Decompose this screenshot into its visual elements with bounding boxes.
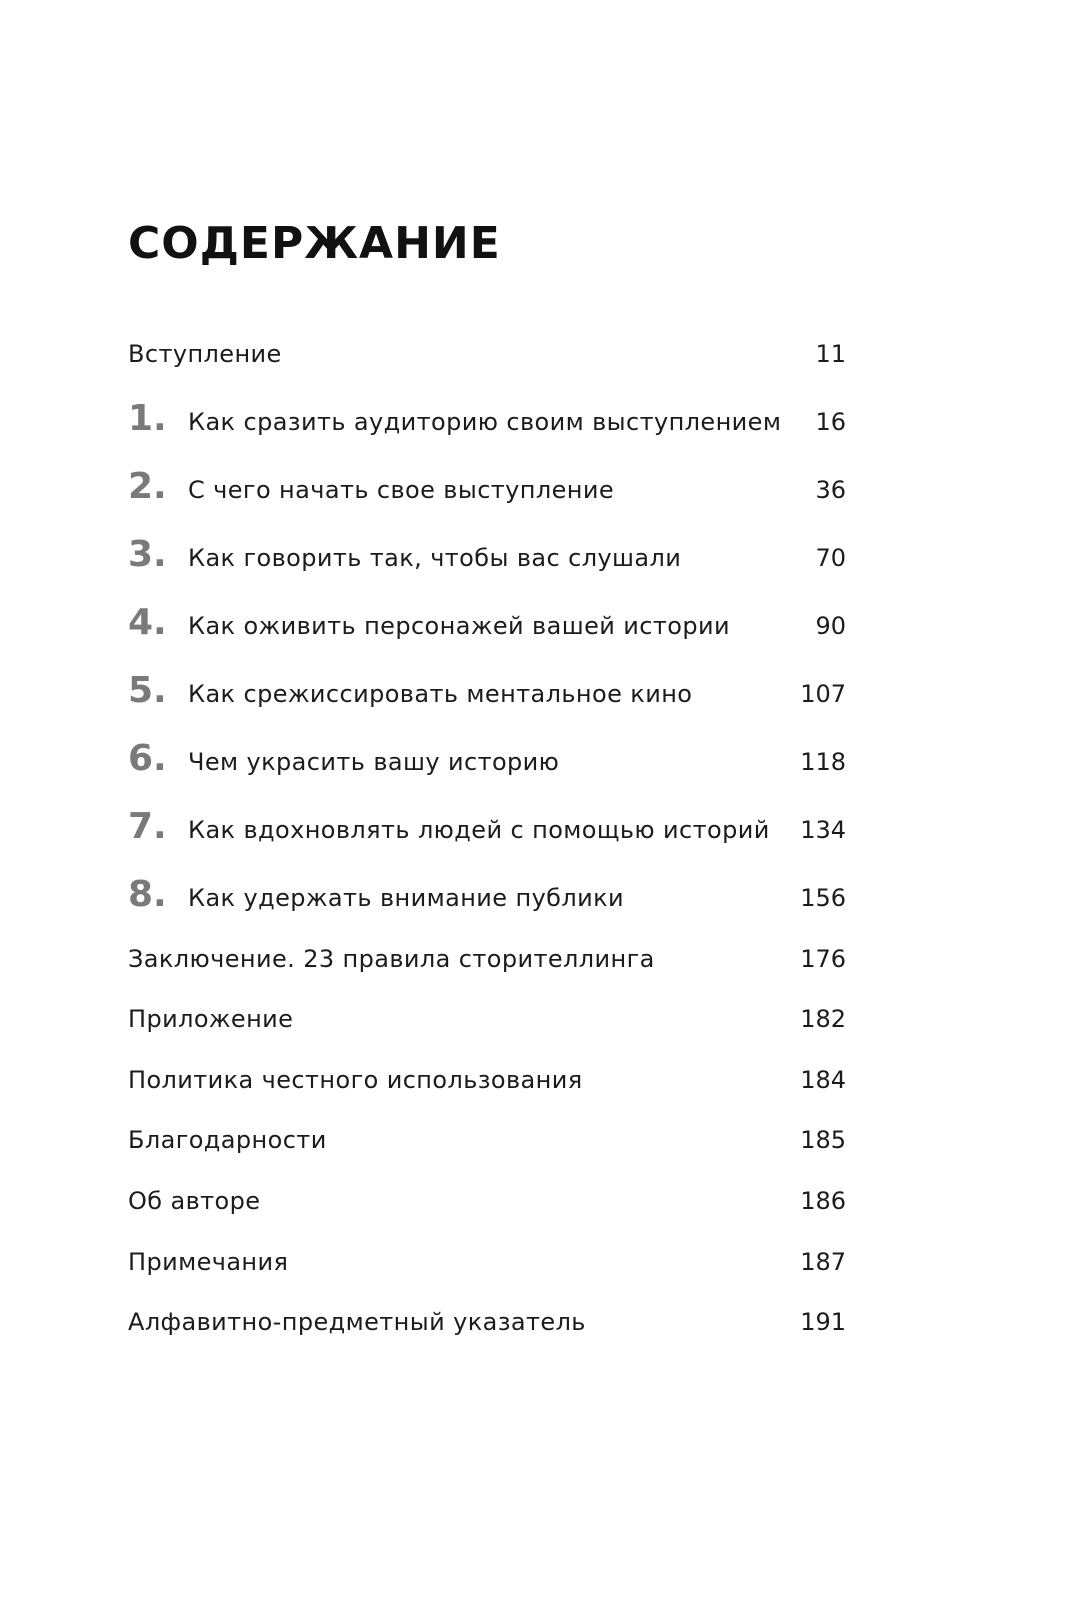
toc-entry-page: 184 [800,1066,846,1094]
toc-entry-page: 156 [800,884,846,912]
toc-entry-label: Об авторе [128,1187,261,1215]
toc-entry-chapter-3[interactable] [128,534,846,578]
toc-entry-page: 70 [815,544,846,572]
toc-entry-label: Вступление [128,340,282,368]
toc-entry-about-author[interactable] [128,1181,846,1221]
toc-entry-label: Как сразить аудиторию своим выступлением [188,408,782,436]
toc-entry-page: 11 [815,340,846,368]
toc-entry-page: 186 [800,1187,846,1215]
toc-entry-fair-use-policy[interactable] [128,1060,846,1100]
toc-entry-label: Как вдохновлять людей с помощью историй [188,816,770,844]
toc-entry-page: 134 [800,816,846,844]
toc-entry-index[interactable] [128,1302,846,1342]
toc-entry-page: 118 [800,748,846,776]
chapter-number: 8. [128,874,167,915]
toc-entry-page: 187 [800,1248,846,1276]
toc-entry-page: 176 [800,945,846,973]
toc-entry-chapter-2[interactable] [128,466,846,510]
toc-entry-label: Заключение. 23 правила сторителлинга [128,945,655,973]
toc-entry-page: 182 [800,1005,846,1033]
chapter-number: 6. [128,738,167,779]
toc-entry-page: 36 [815,476,846,504]
toc-entry-appendix[interactable] [128,999,846,1039]
toc-entry-page: 191 [800,1308,846,1336]
toc-entry-label: Политика честного использования [128,1066,583,1094]
toc-entry-conclusion[interactable] [128,939,846,979]
chapter-number: 3. [128,534,167,575]
toc-entry-label: Как срежиссировать ментальное кино [188,680,693,708]
chapter-number: 1. [128,398,167,439]
toc-entry-label: Как говорить так, чтобы вас слушали [188,544,682,572]
toc-entry-chapter-8[interactable] [128,874,846,918]
toc-entry-label: Приложение [128,1005,294,1033]
toc-entry-chapter-7[interactable] [128,806,846,850]
toc-entry-label: Чем украсить вашу историю [188,748,560,776]
toc-entry-label: Как оживить персонажей вашей истории [188,612,730,640]
toc-entry-label: Как удержать внимание публики [188,884,625,912]
chapter-number: 5. [128,670,167,711]
page-title: СОДЕРЖАНИЕ [128,218,501,269]
toc-entry-label: Алфавитно-предметный указатель [128,1308,586,1336]
toc-entry-chapter-6[interactable] [128,738,846,782]
toc-entry-introduction[interactable] [128,334,846,374]
toc-entry-chapter-5[interactable] [128,670,846,714]
toc-entry-acknowledgements[interactable] [128,1120,846,1160]
toc-entry-notes[interactable] [128,1242,846,1282]
toc-entry-label: С чего начать свое выступление [188,476,615,504]
toc-entry-page: 107 [800,680,846,708]
toc-entry-chapter-1[interactable] [128,398,846,442]
chapter-number: 4. [128,602,167,643]
toc-entry-label: Примечания [128,1248,289,1276]
toc-entry-page: 16 [815,408,846,436]
toc-entry-label: Благодарности [128,1126,327,1154]
chapter-number: 7. [128,806,167,847]
chapter-number: 2. [128,466,167,507]
toc-entry-page: 185 [800,1126,846,1154]
toc-entry-page: 90 [815,612,846,640]
toc-entry-chapter-4[interactable] [128,602,846,646]
